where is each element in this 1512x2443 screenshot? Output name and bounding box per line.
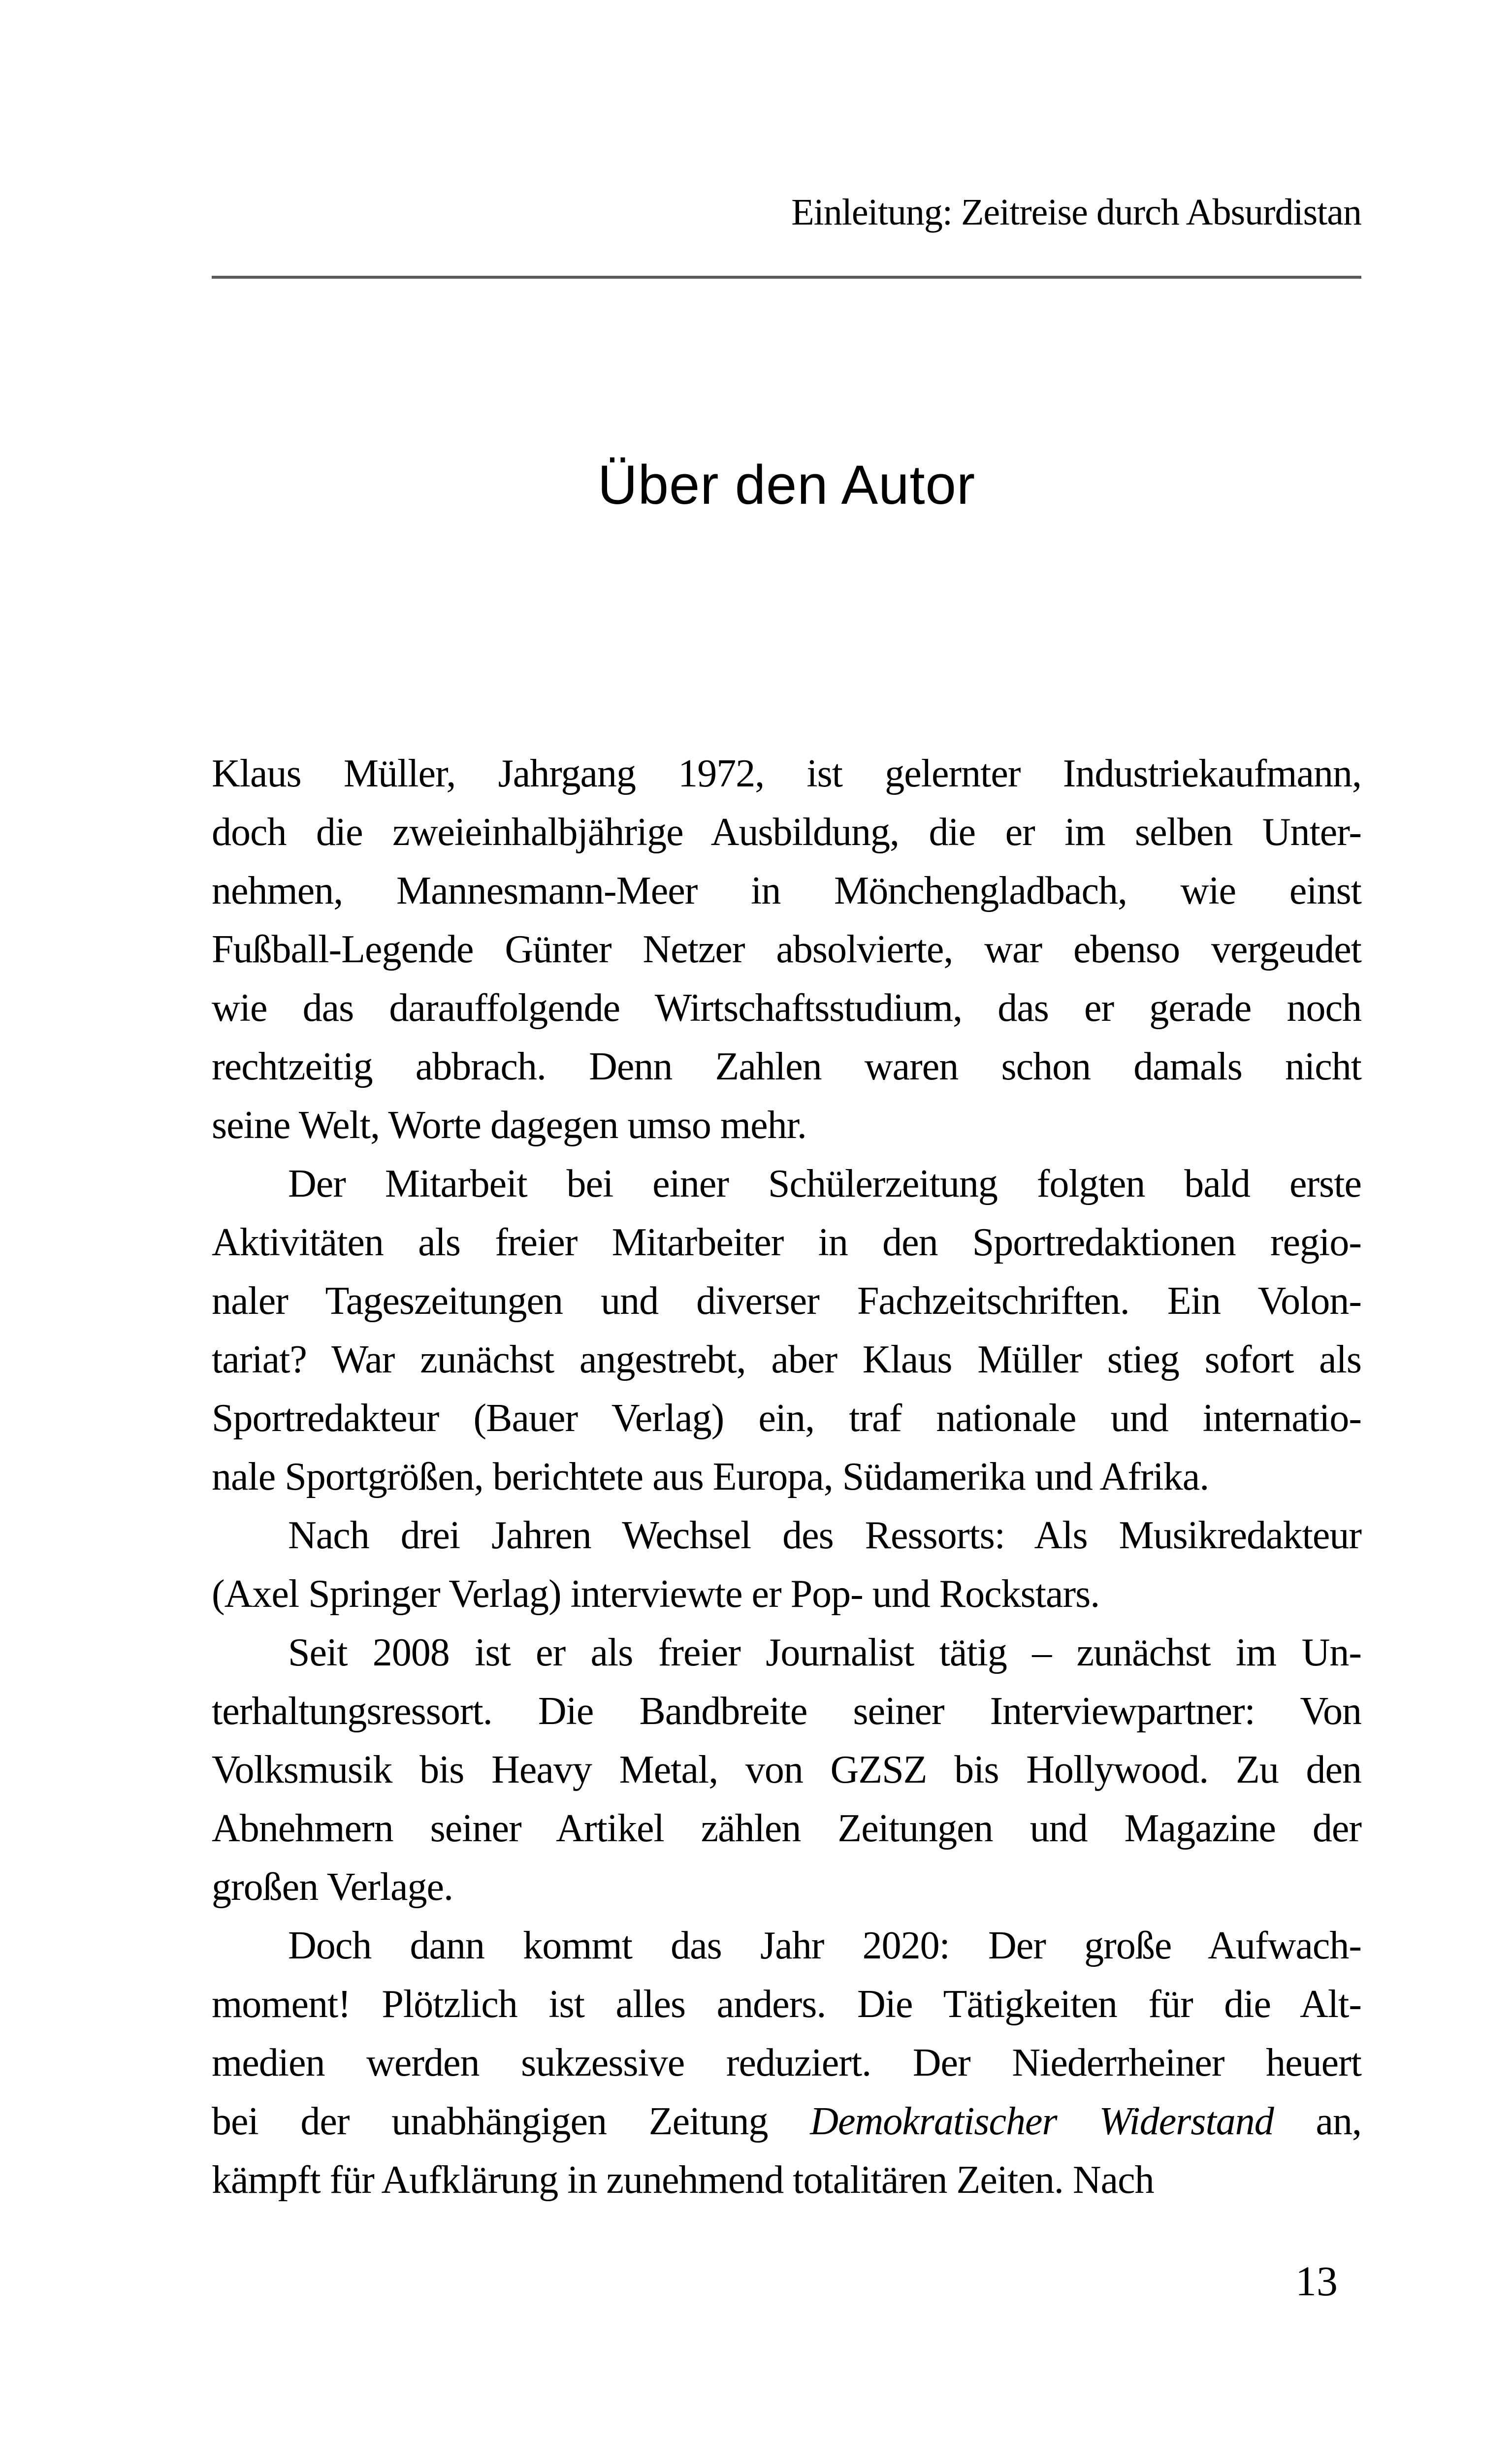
text-line: [212, 1917, 1361, 1975]
text-run: Klaus Müller, Jahrgang 1972, ist gelernter Industriekaufmann,: [212, 752, 1361, 795]
text-run: Sportredakteur (Bauer Verlag) ein, traf nationale und internatio-: [212, 1397, 1361, 1440]
body-text: [212, 745, 1361, 2210]
text-line: [212, 920, 1361, 979]
running-header: Einleitung: Zeitreise durch Absurdistan: [791, 192, 1361, 233]
text-line: [212, 2034, 1361, 2092]
text-line: [212, 803, 1361, 862]
text-run: großen Verlage.: [212, 1865, 453, 1909]
text-line: [212, 1741, 1361, 1799]
text-run: kämpft für Aufklärung in zunehmend totalitären Zeiten. Nach: [212, 2158, 1154, 2202]
text-line: [212, 1213, 1361, 1272]
text-line: [212, 2092, 1361, 2151]
text-run: nale Sportgrößen, berichtete aus Europa, Südamerika und Afrika.: [212, 1455, 1209, 1498]
text-line: [212, 862, 1361, 920]
text-run: terhaltungsressort. Die Bandbreite seiner Interviewpartner: Von: [212, 1690, 1361, 1733]
text-run: nehmen, Mannesmann-Meer in Mönchengladbach, wie einst: [212, 869, 1361, 912]
text-run: (Axel Springer Verlag) interviewte er Pop- und Rockstars.: [212, 1572, 1100, 1616]
text-line: [212, 745, 1361, 803]
text-run: rechtzeitig abbrach. Denn Zahlen waren schon damals nicht: [212, 1045, 1361, 1088]
text-line: [212, 1331, 1361, 1389]
text-line: [212, 1448, 1361, 1506]
text-run: Doch dann kommt das Jahr 2020: Der große Aufwach-: [288, 1924, 1361, 1967]
text-line: [212, 1096, 1361, 1155]
text-run: wie das darauffolgende Wirtschaftsstudium, das er gerade noch: [212, 986, 1361, 1030]
paragraph: [212, 745, 1361, 1155]
text-line: [212, 1799, 1361, 1858]
text-run: seine Welt, Worte dagegen umso mehr.: [212, 1104, 806, 1147]
text-run: tariat? War zunächst angestrebt, aber Klaus Müller stieg sofort als: [212, 1338, 1361, 1381]
text-line: [212, 1506, 1361, 1565]
paragraph: [212, 1917, 1361, 2210]
paragraph: [212, 1624, 1361, 1917]
text-run: doch die zweieinhalbjährige Ausbildung, die er im selben Unter-: [212, 811, 1361, 854]
text-line: [212, 1389, 1361, 1448]
text-run: medien werden sukzessive reduziert. Der Niederrheiner heuert: [212, 2041, 1361, 2085]
text-run: naler Tageszeitungen und diverser Fachzeitschriften. Ein Volon-: [212, 1279, 1361, 1323]
text-line: [212, 1565, 1361, 1624]
italic-text-run: Demokratischer Widerstand: [810, 2100, 1274, 2143]
text-line: [212, 1272, 1361, 1331]
text-line: [212, 1975, 1361, 2034]
text-run: Der Mitarbeit bei einer Schülerzeitung folgten bald erste: [288, 1162, 1361, 1205]
paragraph: [212, 1155, 1361, 1506]
header-rule: [212, 276, 1361, 279]
text-run: bei der unabhängigen Zeitung: [212, 2100, 810, 2143]
text-line: [212, 1682, 1361, 1741]
text-line: [212, 2151, 1361, 2210]
chapter-title: Über den Autor: [597, 454, 976, 516]
page-number: 13: [1295, 2257, 1338, 2305]
text-run: Nach drei Jahren Wechsel des Ressorts: Als Musikredakteur: [288, 1514, 1361, 1557]
text-line: [212, 1858, 1361, 1917]
text-line: [212, 1624, 1361, 1682]
text-line: [212, 1038, 1361, 1096]
text-line: [212, 1155, 1361, 1213]
text-run: an,: [1273, 2100, 1361, 2143]
text-run: Aktivitäten als freier Mitarbeiter in den Sportredaktionen regio-: [212, 1221, 1361, 1264]
text-run: Seit 2008 ist er als freier Journalist tätig – zunächst im Un-: [288, 1631, 1361, 1674]
text-line: [212, 979, 1361, 1038]
text-run: Abnehmern seiner Artikel zählen Zeitungen und Magazine der: [212, 1807, 1361, 1850]
paragraph: [212, 1506, 1361, 1624]
text-run: Volksmusik bis Heavy Metal, von GZSZ bis Hollywood. Zu den: [212, 1748, 1361, 1792]
text-run: moment! Plötzlich ist alles anders. Die Tätigkeiten für die Alt-: [212, 1983, 1361, 2026]
text-run: Fußball-Legende Günter Netzer absolvierte, war ebenso vergeudet: [212, 928, 1361, 971]
